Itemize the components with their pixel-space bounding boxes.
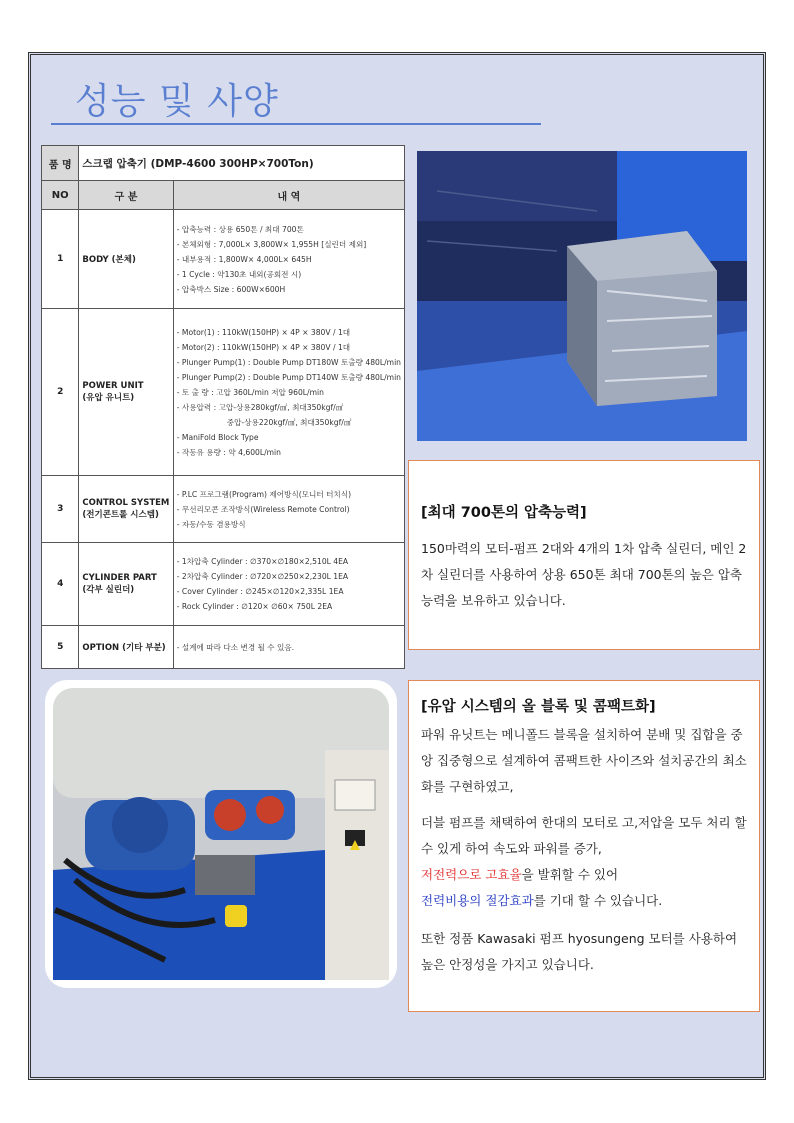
- box2-title: [유압 시스템의 올 블록 및 콤팩트화]: [421, 699, 656, 715]
- row-number: 2: [42, 309, 79, 476]
- spec-row: [42, 543, 405, 626]
- detail-line: - Rock Cylinder : ∅120× ∅60× 750L 2EA: [176, 602, 333, 611]
- detail-line: - 내부용적 : 1,800W× 4,000L× 645H: [176, 254, 312, 264]
- cost-saving-highlight: 전력비용의 절감효과: [421, 893, 534, 908]
- row-category: BODY (본체): [79, 210, 173, 309]
- spec-row: [42, 309, 405, 476]
- spec-row: [42, 626, 405, 669]
- page-title: 성능 및 사양: [75, 81, 279, 122]
- spec-row: [42, 210, 405, 309]
- detail-line: - Plunger Pump(1) : Double Pump DT180W 토출량 480L/min: [176, 357, 401, 367]
- detail-line: - Motor(1) : 110kW(150HP) × 4P × 380V / 1대: [176, 327, 351, 337]
- detail-line: - 압축능력 : 상용 650톤 / 최대 700톤: [176, 224, 304, 234]
- detail-line: - Cover Cylinder : ∅245×∅120×2,335L 1EA: [176, 587, 344, 596]
- row-number: 4: [42, 543, 79, 626]
- detail-line: - P.LC 프로그램(Program) 제어방식(모니터 터치식): [176, 489, 352, 499]
- row-category: CYLINDER PART (각부 실린더): [79, 543, 173, 626]
- detail-line: - ManiFold Block Type: [176, 432, 259, 442]
- hydraulic-system-box: [408, 680, 760, 1012]
- row-category: POWER UNIT (유압 유니트): [79, 309, 173, 476]
- detail-line: - 설계에 따라 다소 변경 될 수 있음.: [176, 642, 295, 652]
- high-efficiency-highlight: 고효율: [485, 867, 522, 882]
- row-details: [173, 543, 404, 626]
- name-value: 스크랩 압축기 (DMP-4600 300HP×700Ton): [79, 146, 405, 181]
- compression-capacity-box: [408, 460, 760, 650]
- detail-line: - 본체외형 : 7,000L× 3,800W× 1,955H [실린더 제외]: [176, 239, 367, 249]
- header-detail: 내 역: [173, 181, 404, 210]
- compressed-bale-photo: [417, 151, 747, 441]
- box2-para2: [421, 810, 747, 914]
- detail-line: - 작동유 용량 : 약 4,600L/min: [176, 447, 281, 457]
- spec-table: [41, 145, 405, 669]
- row-category: OPTION (기타 부분): [79, 626, 173, 669]
- box2-para2-text: 더블 펌프를 채택하여 한대의 모터로 고,저압을 모두 처리 할 수 있게 하여 속도와 파워를 증가,: [421, 815, 747, 856]
- detail-line: 중압-상용220kgf/㎠, 최대350kgf/㎠: [226, 417, 352, 427]
- detail-line: - 토 출 량 : 고압 360L/min 저압 960L/min: [176, 387, 324, 397]
- product-name-row: [42, 146, 405, 181]
- low-power-highlight: 저전력으로: [421, 867, 482, 882]
- detail-line: - 2차압축 Cylinder : ∅720×∅250×2,230L 1EA: [176, 572, 349, 581]
- detail-line: - 자동/수동 겸용방식: [176, 519, 246, 529]
- spec-row: [42, 476, 405, 543]
- detail-line: - 사용압력 : 고압-상용280kgf/㎠, 최대350kgf/㎠: [176, 402, 344, 412]
- box1-title: [최대 700톤의 압축능력]: [421, 505, 587, 521]
- header-no: NO: [42, 181, 79, 210]
- box1-text: 150마력의 모터-펌프 2대와 4개의 1차 압축 실린더, 메인 2차 실린더를 사용하여 상용 650톤 최대 700톤의 높은 압축능력을 보유하고 있습니다.: [421, 541, 747, 608]
- detail-line: - 무선리모콘 조작방식(Wireless Remote Control): [176, 504, 350, 514]
- title-underline: [51, 123, 541, 125]
- detail-line: - 1 Cycle : 약130초 내외(공회전 시): [176, 269, 302, 279]
- hydraulic-unit-photo: [45, 680, 397, 988]
- row-number: 1: [42, 210, 79, 309]
- page-frame: [28, 52, 766, 1080]
- box2-para1: 파워 유닛트는 메니폴드 블록을 설치하여 분배 및 집합을 중앙 집중형으로 설계하여 콤팩트한 사이즈와 설치공간의 최소화를 구현하였고,: [421, 727, 747, 794]
- row-category: CONTROL SYSTEM (전기콘트롤 시스템): [79, 476, 173, 543]
- row-details: [173, 626, 404, 669]
- header-category: 구 분: [79, 181, 173, 210]
- detail-line: - Plunger Pump(2) : Double Pump DT140W 토출량 480L/min: [176, 372, 401, 382]
- box2-para2-cont: 을 발휘할 수 있어: [521, 867, 619, 882]
- box2-para2-end: 를 기대 할 수 있습니다.: [533, 893, 663, 908]
- detail-line: - 압축박스 Size : 600W×600H: [176, 284, 286, 294]
- spec-rows: [42, 210, 405, 669]
- detail-line: - Motor(2) : 110kW(150HP) × 4P × 380V / 1대: [176, 342, 351, 352]
- row-details: [173, 476, 404, 543]
- header-row: [42, 181, 405, 210]
- row-number: 5: [42, 626, 79, 669]
- row-details: [173, 210, 404, 309]
- row-number: 3: [42, 476, 79, 543]
- box2-para3: 또한 정품 Kawasaki 펌프 hyosungeng 모터를 사용하여 높은 안정성을 가지고 있습니다.: [421, 931, 738, 972]
- detail-line: - 1차압축 Cylinder : ∅370×∅180×2,510L 4EA: [176, 557, 349, 566]
- row-details: [173, 309, 404, 476]
- name-label: 품 명: [42, 146, 79, 181]
